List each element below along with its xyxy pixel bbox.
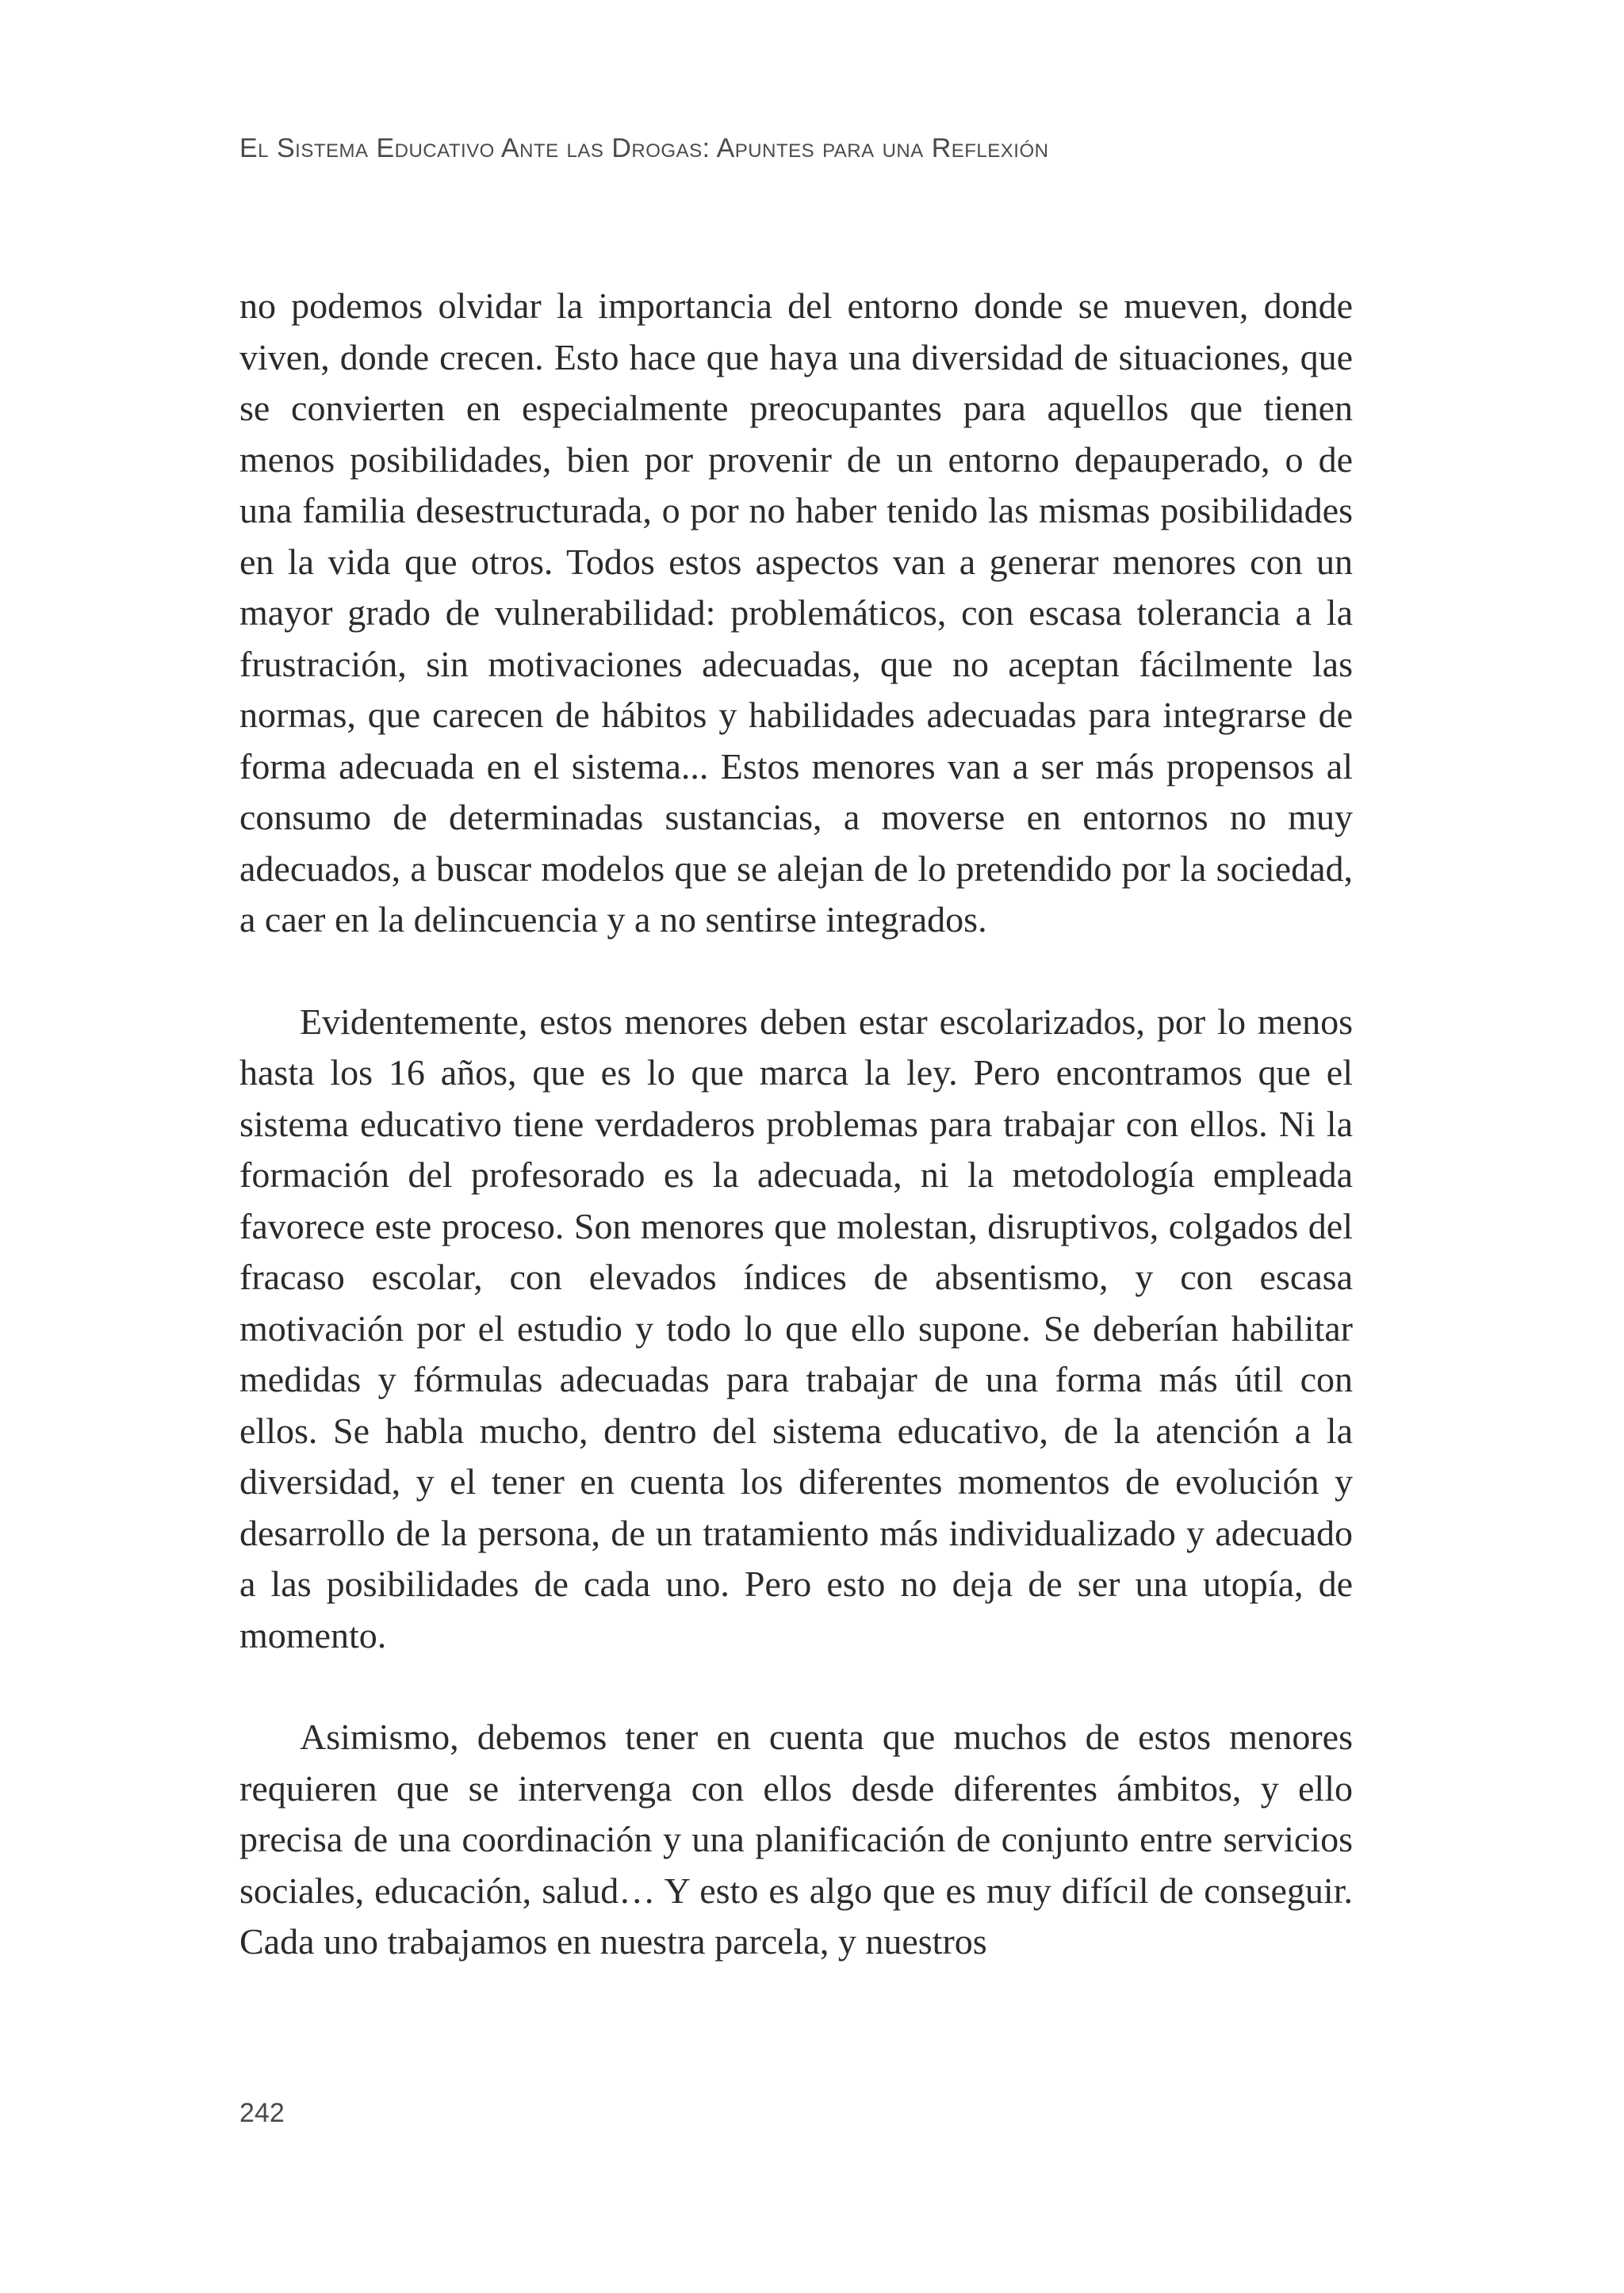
running-header: El Sistema Educativo Ante las Drogas: Apuntes para una Reflexión — [239, 133, 1049, 163]
paragraph-1: no podemos olvidar la importancia del entorno donde se mueven, donde viven, donde crecen. Esto hace que haya una diversidad de situaciones, que se convierten en especialmente preocupantes para aquellos que tienen menos posibilidades, bien por provenir de un entorno depauperado, o de una familia desestructurada, o por no haber tenido las mismas posibilidades en la vida que otros. Todos estos aspectos van a generar menores con un mayor grado de vulnerabilidad: problemáticos, con escasa tolerancia a la frustración, sin motivaciones adecuadas, que no aceptan fácilmente las normas, que carecen de hábitos y habilidades adecuadas para integrarse de forma adecuada en el sistema... Estos menores van a ser más propensos al consumo de determinadas sustancias, a moverse en entornos no muy adecuados, a buscar modelos que se alejan de lo pretendido por la sociedad, a caer en la delincuencia y a no sentirse integrados. — [239, 285, 1353, 940]
body-text — [239, 281, 1353, 1968]
paragraph-2: Evidentemente, estos menores deben estar escolarizados, por lo menos hasta los 16 años, que es lo que marca la ley. Pero encontramos que el sistema educativo tiene verdaderos problemas para trabajar con ellos. Ni la formación del profesorado es la adecuada, ni la metodología empleada favorece este proceso. Son menores que molestan, disruptivos, colgados del fracaso escolar, con elevados índices de absentismo, y con escasa motivación por el estudio y todo lo que ello supone. Se deberían habilitar medidas y fórmulas adecuadas para trabajar de una forma más útil con ellos. Se habla mucho, dentro del sistema educativo, de la atención a la diversidad, y el tener en cuenta los diferentes momentos de evolución y desarrollo de la persona, de un tratamiento más individualizado y adecuado a las posibilidades de cada uno. Pero esto no deja de ser una utopía, de momento. — [239, 1001, 1353, 1656]
paragraph-3: Asimismo, debemos tener en cuenta que muchos de estos menores requieren que se intervenga con ellos desde diferentes ámbitos, y ello precisa de una coordinación y una planificación de conjunto entre servicios sociales, educación, salud… Y esto es algo que es muy difícil de conseguir. Cada uno trabajamos en nuestra parcela, y nuestros — [239, 1717, 1353, 1962]
page-number: 242 — [239, 2098, 285, 2128]
